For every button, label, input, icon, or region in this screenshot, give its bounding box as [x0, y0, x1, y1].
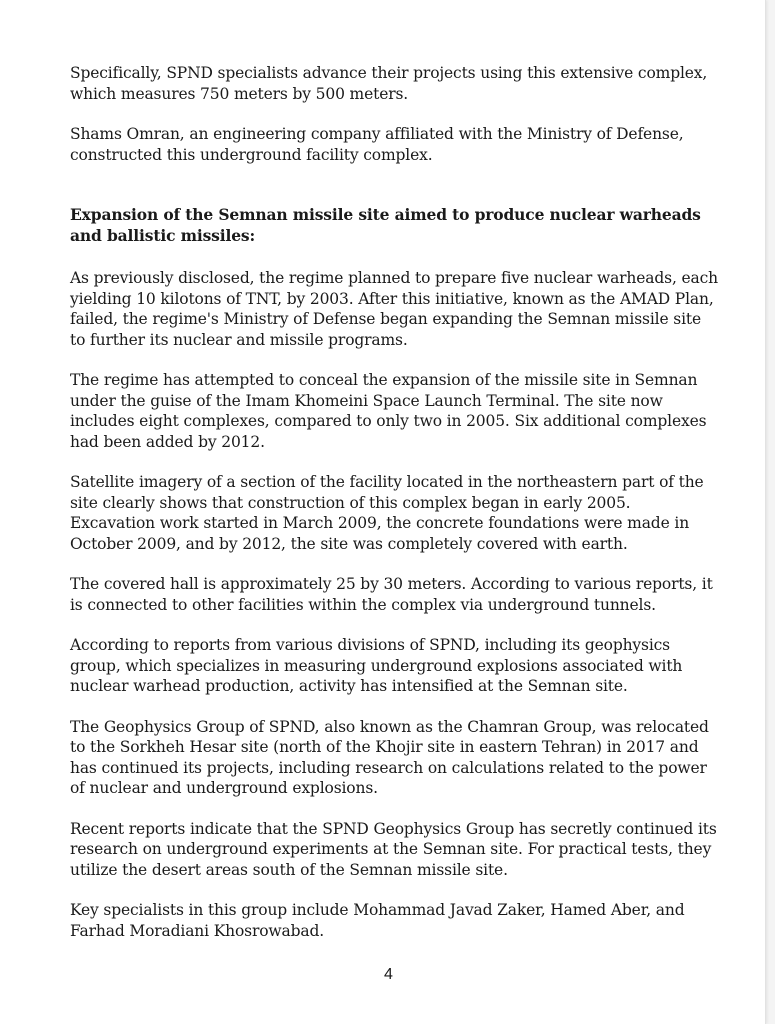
paragraph-key-specialists: Key specialists in this group include Mohammad Javad Zaker, Hamed Aber, and Farhad Moradiani Khosrowabad. [70, 901, 685, 940]
paragraph-shams-omran: Shams Omran, an engineering company affiliated with the Ministry of Defense, constructed this underground facility complex. [70, 125, 684, 164]
page-number: 4 [384, 966, 393, 983]
section-heading: Expansion of the Semnan missile site aimed to produce nuclear warheads and ballistic missiles: [70, 205, 701, 245]
paragraph-satellite-imagery: Satellite imagery of a section of the facility located in the northeastern part of the site clearly shows that construction of this complex began in early 2005. Excavation work started in March 2009, the concrete foundations were made in October 2009, and by 2012, the site was completely covered with earth. [70, 473, 704, 553]
paragraph-chamran-group: The Geophysics Group of SPND, also known as the Chamran Group, was relocated to the Sorkheh Hesar site (north of the Khojir site in eastern Tehran) in 2017 and has continued its projects, including research on calculations related to the power of nuclear and underground explosions. [70, 717, 709, 797]
paragraph-covered-hall: The covered hall is approximately 25 by 30 meters. According to various reports, it is connected to other facilities within the complex via underground tunnels. [70, 575, 713, 614]
paragraph-spnd-complex: Specifically, SPND specialists advance their projects using this extensive complex, which measures 750 meters by 500 meters. [70, 64, 708, 103]
paragraph-amad-plan: As previously disclosed, the regime planned to prepare five nuclear warheads, each yielding 10 kilotons of TNT, by 2003. After this initiative, known as the AMAD Plan, failed, the regime's Ministry of Defense began expanding the Semnan missile site to further its nuclear and missile programs. [70, 269, 718, 349]
paragraph-geophysics-activity: According to reports from various divisions of SPND, including its geophysics group, which specializes in measuring underground explosions associated with nuclear warhead production, activity has intensified at the Semnan site. [70, 636, 683, 695]
document-body [70, 63, 720, 961]
paragraph-concealment: The regime has attempted to conceal the expansion of the missile site in Semnan under the guise of the Imam Khomeini Space Launch Terminal. The site now includes eight complexes, compared to only two in 2005. Six additional complexes had been added by 2012. [70, 371, 707, 451]
paragraph-recent-reports: Recent reports indicate that the SPND Geophysics Group has secretly continued its research on underground experiments at the Semnan site. For practical tests, they utilize the desert areas south of the Semnan missile site. [70, 819, 717, 879]
